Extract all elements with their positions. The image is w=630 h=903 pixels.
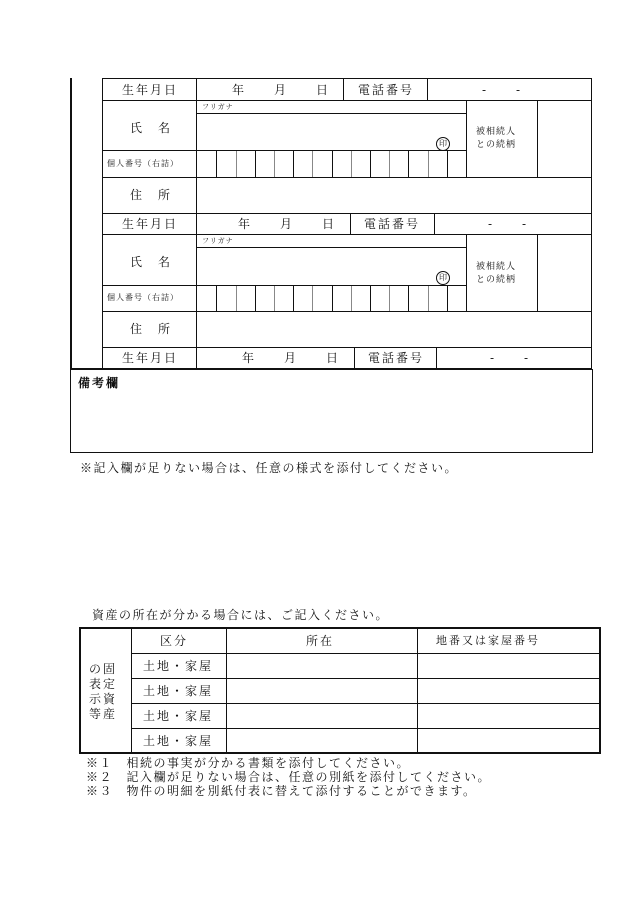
asset-side-label: 示資 [89,692,118,706]
header-location: 所在 [306,634,335,648]
location-cell[interactable] [227,679,416,702]
asset-side-label: 等産 [89,707,118,721]
birth-date-field[interactable]: 年 月 日 [242,351,341,365]
furigana-label: フリガナ [202,237,234,245]
asset-row-category: 土地・家屋 [143,709,214,723]
phone-field[interactable]: - - [488,217,529,231]
name-label: 氏 名 [130,121,173,135]
birth-date-field[interactable]: 年 月 日 [238,217,337,231]
note-bottom-2: ※２ 記入欄が足りない場合は、任意の別紙を添付してください。 [86,770,492,784]
phone-label: 電話番号 [368,351,425,365]
lot-number-cell[interactable] [418,654,598,677]
note-bottom-3: ※３ 物件の明細を別紙付表に替えて添付することができます。 [86,784,477,798]
furigana-label: フリガナ [202,103,234,111]
remarks-box[interactable] [70,369,593,453]
location-cell[interactable] [227,704,416,727]
mynumber-label: 個人番号（右詰） [107,293,179,302]
asset-row-category: 土地・家屋 [143,659,214,673]
asset-side-label: 表定 [89,677,118,691]
phone-label: 電話番号 [364,217,421,231]
relation-label: との続柄 [476,275,517,285]
lot-number-cell[interactable] [418,729,598,752]
remarks-label: 備考欄 [78,376,121,390]
address-label: 住 所 [130,188,173,202]
header-category: 区分 [160,634,189,648]
note-top: ※記入欄が足りない場合は、任意の様式を添付してください。 [80,461,459,475]
seal-mark: 印 [436,271,450,285]
relation-label: との続柄 [476,140,517,150]
location-cell[interactable] [227,729,416,752]
location-cell[interactable] [227,654,416,677]
birth-date-field[interactable]: 年 月 日 [232,83,331,97]
birth-date-label: 生年月日 [122,83,179,97]
asset-row-category: 土地・家屋 [143,684,214,698]
phone-label: 電話番号 [358,83,415,97]
relation-label: 被相続人 [476,127,517,137]
asset-side-label: の固 [89,662,118,676]
address-label: 住 所 [130,322,173,336]
asset-row-category: 土地・家屋 [143,734,214,748]
asset-intro: 資産の所在が分かる場合には、ご記入ください。 [92,608,390,622]
mynumber-label: 個人番号（右詰） [107,159,179,168]
lot-number-cell[interactable] [418,679,598,702]
name-label: 氏 名 [130,255,173,269]
relation-label: 被相続人 [476,262,517,272]
note-bottom-1: ※１ 相続の事実が分かる書類を添付してください。 [86,756,411,770]
birth-date-label: 生年月日 [122,351,179,365]
phone-field[interactable]: - - [490,351,531,365]
phone-field[interactable]: - - [482,83,523,97]
seal-mark: 印 [436,137,450,151]
birth-date-label: 生年月日 [122,217,179,231]
lot-number-cell[interactable] [418,704,598,727]
header-lot-number: 地番又は家屋番号 [436,634,540,647]
